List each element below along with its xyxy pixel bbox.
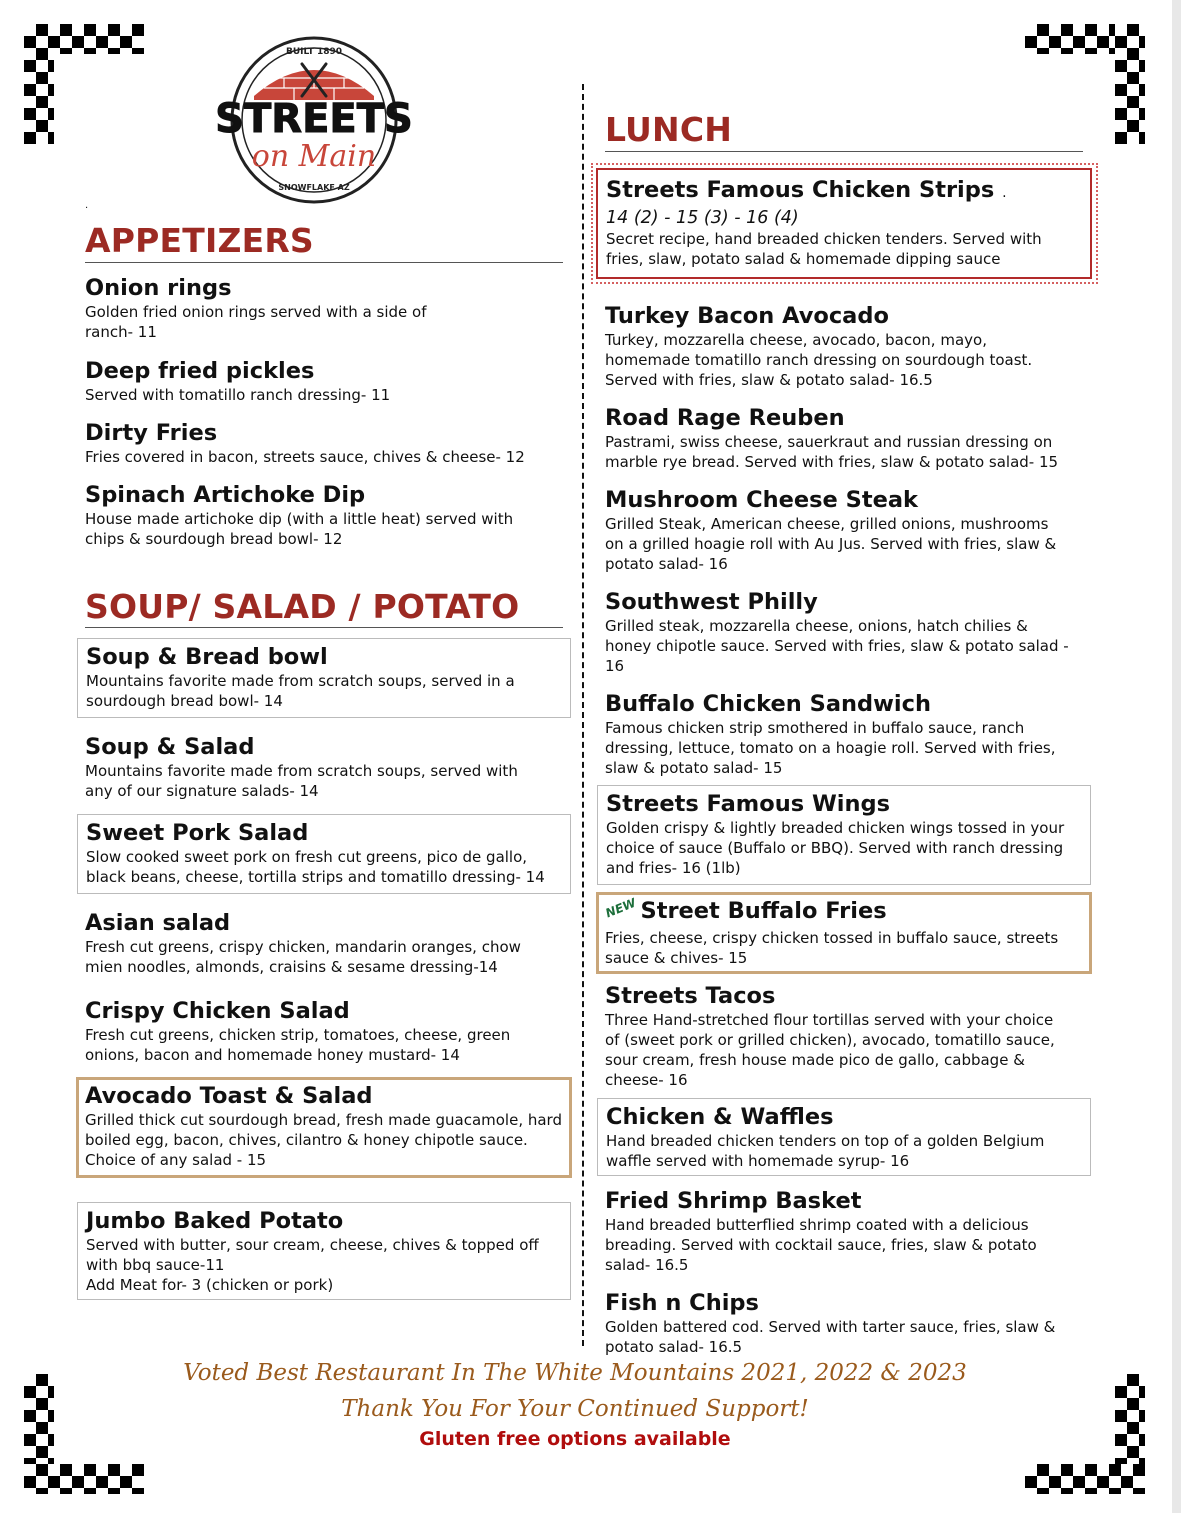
- featured-item: [596, 168, 1092, 279]
- item-name: Chicken & Waffles: [606, 1104, 834, 1130]
- item-name: Streets Tacos: [605, 983, 776, 1009]
- item-description: Mountains favorite made from scratch soups, served with any of our signature salads- 14: [85, 762, 518, 800]
- item-prices: 14 (2) - 15 (3) - 16 (4): [606, 208, 799, 228]
- item-description: Grilled steak, mozzarella cheese, onions, hatch chilies & honey chipotle sauce. Served with fries, slaw & potato salad - 16: [605, 617, 1069, 675]
- item-description: Fries covered in bacon, streets sauce, chives & cheese- 12: [85, 448, 525, 466]
- item-name: Southwest Philly: [605, 589, 818, 615]
- stray-dot: .: [85, 200, 89, 211]
- item-description: Mountains favorite made from scratch soups, served in a sourdough bread bowl- 14: [86, 672, 515, 710]
- menu-item: [85, 274, 545, 342]
- item-name: Turkey Bacon Avocado: [605, 303, 889, 329]
- item-name: Streets Famous Wings: [606, 791, 890, 817]
- logo-script-text: on Main: [251, 139, 377, 174]
- item-description: Golden battered cod. Served with tarter sauce, fries, slaw & potato salad- 16.5: [605, 1318, 1056, 1356]
- item-description: Fresh cut greens, crispy chicken, mandarin oranges, chow mien noodles, almonds, craisins & sesame dressing-14: [85, 938, 521, 976]
- item-description: Slow cooked sweet pork on fresh cut greens, pico de gallo, black beans, cheese, tortilla strips and tomatillo dressing- 14: [86, 848, 545, 886]
- item-description: Served with butter, sour cream, cheese, chives & topped off with bbq sauce-11: [86, 1236, 539, 1274]
- menu-item: [85, 419, 555, 467]
- voted-best-text: Voted Best Restaurant In The White Mountains 2021, 2022 & 2023: [183, 1360, 967, 1386]
- appetizers-heading: APPETIZERS: [85, 221, 314, 260]
- menu-item: [85, 481, 535, 549]
- item-name: Spinach Artichoke Dip: [85, 482, 366, 508]
- item-description: Golden crispy & lightly breaded chicken wings tossed in your choice of sauce (Buffalo or BBQ). Served with ranch dressing and fries- 16 (1lb): [606, 819, 1065, 877]
- menu-item: [605, 690, 1070, 778]
- menu-item: [77, 638, 571, 718]
- item-description: Grilled thick cut sourdough bread, fresh made guacamole, hard boiled egg, bacon, chives, cilantro & honey chipotle sauce. Choice of any salad - 15: [85, 1111, 562, 1169]
- menu-item: [605, 302, 1055, 390]
- item-description: Secret recipe, hand breaded chicken tenders. Served with fries, slaw, potato salad & homemade dipping sauce: [606, 230, 1042, 268]
- item-name: Asian salad: [85, 910, 231, 936]
- item-extra: Add Meat for- 3 (chicken or pork): [86, 1276, 334, 1294]
- menu-item: [605, 1187, 1055, 1275]
- item-name: Soup & Bread bowl: [86, 644, 328, 670]
- menu-item: [605, 1289, 1070, 1357]
- new-badge: NEW: [603, 895, 638, 921]
- thank-you-text: Thank You For Your Continued Support!: [341, 1396, 809, 1422]
- item-description: Fresh cut greens, chicken strip, tomatoes, cheese, green onions, bacon and homemade honey mustard- 14: [85, 1026, 511, 1064]
- item-name: Buffalo Chicken Sandwich: [605, 691, 931, 717]
- menu-item: [605, 982, 1070, 1090]
- item-name: Dirty Fries: [85, 420, 218, 446]
- item-description: Pastrami, swiss cheese, sauerkraut and russian dressing on marble rye bread. Served with fries, slaw & potato salad- 15: [605, 433, 1059, 471]
- menu-item: [85, 997, 525, 1065]
- item-description: Fries, cheese, crispy chicken tossed in buffalo sauce, streets sauce & chives- 15: [605, 929, 1059, 967]
- menu-item: [597, 1098, 1091, 1176]
- menu-item: [85, 357, 555, 405]
- item-name: Deep fried pickles: [85, 358, 315, 384]
- menu-item: [77, 814, 571, 894]
- menu-item-highlighted: [596, 892, 1092, 974]
- item-name-text: Street Buffalo Fries: [640, 898, 887, 924]
- menu-item: [605, 404, 1070, 472]
- item-description: Served with tomatillo ranch dressing- 11: [85, 386, 391, 404]
- menu-item: [605, 486, 1070, 574]
- item-name: Sweet Pork Salad: [86, 820, 309, 846]
- restaurant-logo: [194, 34, 434, 206]
- logo-name-text: STREETS: [215, 96, 413, 142]
- item-name: [606, 176, 1082, 207]
- menu-item: [85, 909, 535, 977]
- item-name: Road Rage Reuben: [605, 405, 845, 431]
- item-name: Fish n Chips: [605, 1290, 759, 1316]
- gluten-free-notice: Gluten free options available: [419, 1428, 731, 1450]
- menu-item: [77, 1202, 571, 1300]
- item-description: Famous chicken strip smothered in buffalo sauce, ranch dressing, lettuce, tomato on a hoagie roll. Served with fries, slaw & potato salad- 15: [605, 719, 1056, 777]
- menu-item: [605, 588, 1070, 676]
- menu-item-highlighted: [76, 1077, 572, 1178]
- item-name: Soup & Salad: [85, 734, 255, 760]
- item-name: [605, 897, 1083, 928]
- item-name: Fried Shrimp Basket: [605, 1188, 862, 1214]
- item-description: Three Hand-stretched flour tortillas served with your choice of (sweet pork or grilled chicken), avocado, tomatillo sauce, sour cream, fresh house made pico de gallo, cabbage & cheese- 16: [605, 1011, 1055, 1089]
- item-name: Crispy Chicken Salad: [85, 998, 350, 1024]
- item-name: Jumbo Baked Potato: [86, 1208, 344, 1234]
- menu-item: [85, 733, 535, 801]
- item-name: Mushroom Cheese Steak: [605, 487, 919, 513]
- soup-salad-rule: [85, 627, 563, 628]
- item-description: Golden fried onion rings served with a side of ranch- 11: [85, 303, 427, 341]
- lunch-rule: [605, 151, 1083, 152]
- soup-salad-heading: SOUP/ SALAD / POTATO: [85, 587, 520, 626]
- appetizers-rule: [85, 262, 563, 263]
- item-description: Hand breaded butterflied shrimp coated with a delicious breading. Served with cocktail sauce, fries, slaw & potato salad- 16.5: [605, 1216, 1037, 1274]
- featured-item-name: Streets Famous Chicken Strips: [606, 177, 995, 203]
- item-description: Turkey, mozzarella cheese, avocado, bacon, mayo, homemade tomatillo ranch dressing on sourdough toast. Served with fries, slaw & potato salad- 16.5: [605, 331, 1033, 389]
- item-description: House made artichoke dip (with a little heat) served with chips & sourdough bread bowl- 12: [85, 510, 514, 548]
- column-divider: [582, 84, 584, 1346]
- featured-dot: .: [1002, 185, 1007, 201]
- lunch-heading: LUNCH: [605, 110, 733, 149]
- item-name: Avocado Toast & Salad: [85, 1083, 373, 1109]
- page-edge: [1172, 0, 1181, 1513]
- logo-built-text: BUILT 1890: [285, 47, 343, 57]
- item-description: Hand breaded chicken tenders on top of a golden Belgium waffle served with homemade syrup- 16: [606, 1132, 1045, 1170]
- item-description: Grilled Steak, American cheese, grilled onions, mushrooms on a grilled hoagie roll with Au Jus. Served with fries, slaw & potato salad- 16: [605, 515, 1057, 573]
- logo-location-text: SNOWFLAKE AZ: [278, 183, 350, 192]
- menu-item: [597, 785, 1091, 885]
- item-name: Onion rings: [85, 275, 232, 301]
